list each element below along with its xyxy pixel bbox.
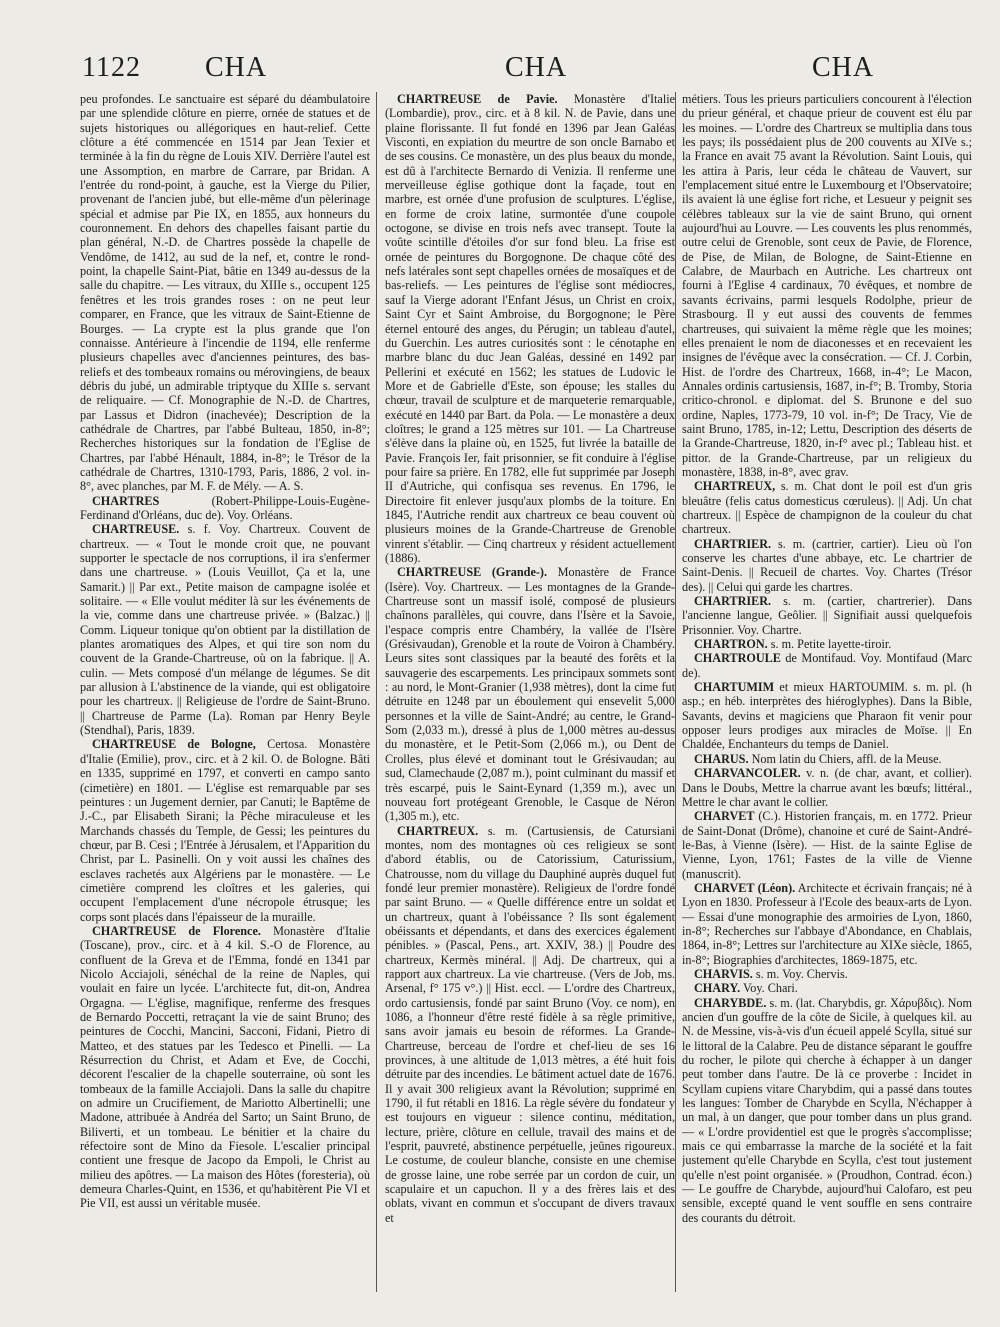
dictionary-entry — [682, 637, 972, 651]
entry-text: v. n. (de char, avant, et collier). Dans le Doubs, Mettre la charrue avant les bœufs; littéral., Mettre le char avant le collier. — [682, 766, 972, 809]
entry-text: s. f. Voy. Chartreux. Couvent de chartreux. — « Tout le monde croit que, ne pouvant supporter le spectacle de nos corruptions, il ira s'enfermer dans une chartreuse. » (Louis Veuillot, Ça et la, une Samarit.) || Par ext., Petite maison de campagne isolée et solitaire. — « Elle voulut méditer là sur les événements de la vie, comme dans une chartreuse privée. » (Balzac.) || Comm. Liqueur tonique qu'on obtient par la distillation de plantes aromatiques des Alpes, et qui tire son nom du couvent de la Grande-Chartreuse, où on la fabrique. || A. culin. — Mets composé d'un mélange de légumes. Se dit par allusion à L'abstinence de la viande, qui est obligatoire pour les chartreux. || Religieuse de l'ordre de Saint-Bruno. || Chartreuse de Parme (La). Roman par Henry Beyle (Stendhal), Paris, 1839. — [80, 522, 370, 738]
entry-headword: CHARVET — [694, 809, 755, 824]
dictionary-entry — [682, 537, 972, 594]
entry-text: Voy. Chari. — [740, 981, 798, 996]
dictionary-entry — [80, 494, 370, 523]
running-head-center: CHA — [505, 52, 568, 83]
entry-headword: CHARTREUSE. — [92, 522, 180, 537]
dictionary-entry — [682, 680, 972, 752]
entry-text: s. m. (cartrier, cartier). Lieu où l'on conserve les chartes d'une abbaye, etc. Le chartrier de Saint-Denis. || Recueil de chartes. Voy. Chartes (Trésor des). || Celui qui garde les chartres. — [682, 536, 972, 594]
entry-text: Nom latin du Chiers, affl. de la Meuse. — [748, 751, 942, 766]
entry-headword: CHARTUMIM — [694, 680, 775, 695]
entry-text: Monastère de France (Isère). Voy. Chartreux. — Les montagnes de la Grande-Chartreuse sont un massif isolé, composé de plusieurs chaînons parallèles, qui couvre, dans l'Isère et la Savoie, l'espace compris entre Chambéry, la vallée de l'Isère (Grésivaudan), Grenoble et la route de Voiron à Chambéry. Leurs sites sont classiques par la beauté des forêts et la sauvagerie des escarpements. Les principaux sommets sont : au nord, le Mont-Granier (1,938 mètres), dont la cime fut détruite en 1248 par un éboulement qui ensevelit 5,000 personnes et la ville de Saint-André; au centre, le Grand-Som (2,033 m.), dressé à plus de 1,000 mètres au-dessus du monastère, et le Petit-Som (2,066 m.), ou Dent de Crolles, plus élevé et dominant tout le Grésivaudan; au sud, Clamechaude (2,087 m.), point culminant du massif et très escarpé, puis le Saint-Eynard (1,359 m.), avec un nouveau fort protégeant Grenoble, le Casque de Néron (1,305 m.), etc. — [385, 565, 675, 824]
entry-headword: CHARTRES — [92, 493, 160, 508]
entry-continuation — [682, 92, 972, 479]
dictionary-entry — [682, 881, 972, 967]
entry-headword: CHARTREUX. — [397, 823, 479, 838]
entry-headword: CHARTRON. — [694, 637, 768, 652]
entry-headword: CHARVIS. — [694, 966, 753, 981]
entry-headword: CHARVANCOLER. — [694, 766, 801, 781]
entry-headword: CHARTREUSE de Pavie. — [397, 92, 558, 106]
entry-headword: CHARTREUX, — [694, 479, 776, 494]
dictionary-entry — [682, 651, 972, 680]
entry-headword: CHARUS. — [694, 751, 749, 766]
column-3 — [682, 92, 972, 1312]
dictionary-entry — [385, 92, 675, 565]
entry-text: Monastère d'Italie (Lombardie), prov., circ. et à 8 kil. N. de Pavie, dans une plaine florissante. Il fut fondé en 1396 par Jean Galéas Visconti, en expiation du meurtre de son oncle Barnabo et de ses cousins. Ce monastère, un des plus beaux du monde, est dû à l'architecte Bernardo di Venizia. Il renferme une merveilleuse église gothique dont la façade, tout en marbre, est ornée d'une profusion de sculptures. L'église, en forme de croix latine, surmontée d'une coupole octogone, se divise en trois nefs avec transept. Toute la voûte scintille d'étoiles d'or sur fond bleu. La frise est ornée de peintures du Borgognone. De chaque côté des nefs latérales sont sept chapelles ornées de mosaïques et de bas-reliefs. — Les peintures de l'église sont médiocres, sauf la Vierge adorant l'Enfant Jésus, un Christ en croix, Saint Cyr et Saint Ambroise, du Borgognone; le Père éternel entouré des anges, du Pérugin; un tableau d'autel, du Guerchin. Les autres curiosités sont : le cénotaphe en marbre blanc du duc Jean Galéas, dessiné en 1492 par Pellerini et exécuté en 1562; les statues de Ludovic le More et de Gabrielle d'Este, son épouse; les stalles du chœur, travail de sculpture et de marqueterie remarquable, exécuté en 1440 par Bart. da Pola. — Le monastère a deux cloîtres; le grand a 125 mètres sur 101. — La Chartreuse s'élève dans la plaine où, en 1525, fut livrée la bataille de Pavie. François Ier, fait prisonnier, se fit conduire à l'église pour faire sa prière. En 1782, elle fut supprimée par Joseph II d'Autriche, qui confisqua ses revenus. En 1796, le Directoire fit enlever jusqu'aux plombs de la toiture. En 1845, l'Autriche rendit aux chartreux ce beau couvent où plusieurs moines de la Grande-Chartreuse de Grenoble vinrent s'établir. — Cinq chartreux y résident actuellement (1886). — [385, 92, 675, 565]
entry-headword: CHARVET (Léon). — [694, 880, 796, 895]
entry-text: de Montifaud. Voy. Montifaud (Marc de). — [682, 651, 972, 680]
entry-headword: CHARTRIER. — [694, 594, 772, 609]
entry-headword: CHARY. — [694, 981, 741, 996]
dictionary-entry — [682, 809, 972, 881]
column-rule-2 — [675, 92, 676, 1292]
dictionary-entry — [682, 967, 972, 981]
dictionary-entry — [80, 522, 370, 737]
entry-text: s. m. (Cartusiensis, de Catursiani montes, nom des montagnes où ces religieux se sont d'abord établis, ou de Catorissium, Caturissium, Chatrousse, nom du village du Dauphiné auprès duquel fut fondé leur premier monastère). Religieux de l'ordre fondé par saint Bruno. — « Quelle différence entre un soldat et un chartreux, quant à l'obéissance ? Ils sont également obéissants et dépendants, et dans des exercices également pénibles. » (Pascal, Pens., art. XXIV, 38.) || Poudre des chartreux, Kermès minéral. || Adj. De chartreux, qui a rapport aux chartreux. La vie chartreuse. (Vers de Job, ms. Arsenal, f° 175 v°.) || Hist. eccl. — L'ordre des Chartreux, ordo cartusiensis, fondé par saint Bruno (Voy. ce nom), en 1086, a l'honneur d'être resté fidèle à sa règle primitive, sans avoir jamais eu besoin de réformes. La Grande-Chartreuse, berceau de l'ordre et chef-lieu de ses 16 provinces, à une altitude de 1,013 mètres, a été huit fois détruite par des incendies. Le bâtiment actuel date de 1676. Il y avait 300 religieux avant la Révolution; supprimé en 1790, il fut rétabli en 1816. La règle sévère du fondateur y est toujours en vigueur : silence continu, méditation, lecture, prière, clôture en cellule, travail des mains et de l'esprit, pauvreté, abstinence perpétuelle, jeûnes rigoureux. Le costume, de couleur blanche, consiste en une chemise de grosse laine, une robe serrée par un cordon de cuir, un scapulaire et un capuchon. Il y a des frères lais et des oblats, vivant en commun et s'occupant de divers travaux et — [385, 823, 675, 1225]
dictionary-entry — [682, 766, 972, 809]
dictionary-entry — [385, 565, 675, 823]
entry-text: s. m. Chat dont le poil est d'un gris bleuâtre (felis catus domesticus cœruleus). || Adj. Un chat chartreux. || Espèce de champignon de la couleur du chat chartreux. — [682, 479, 972, 537]
entry-continuation — [80, 92, 370, 494]
entry-headword: CHARTREUSE (Grande-). — [397, 565, 548, 580]
entry-text: Monastère d'Italie (Toscane), prov., circ. et à 4 kil. S.-O de Florence, au confluent de la Greva et de l'Emma, fondé en 1341 par Nicolo Acciajoli, sénéchal de la reine de Naples, qui voulait en faire un lycée. L'architecte fut, dit-on, Andrea Orgagna. — L'église, magnifique, renferme des fresques de Bernardo Poccetti, retraçant la vie de saint Bruno; des peintures de Cocchi, Mancini, Sacconi, Fidani, Pietro di Matteo, et des statues par les Tedesco et Pinelli. — La Résurrection du Christ, et Adam et Eve, de Cocchi, décorent l'escalier de la chapelle souterraine, où sont les tombeaux de la famille Acciajoli. Dans la salle du chapitre on admire un Crucifiement, de Mariotto Albertinelli; une Madone, attribuée à Andréa del Sarto; un Saint Bruno, de Biliverti, et un tombeau. Le bénitier et la chaire du réfectoire sont de Mino da Fiesole. L'escalier principal contient une fresque de Jacopo da Empoli, le Christ au milieu des apôtres. — La maison des Hôtes (foresteria), où demeura Charles-Quint, en 1536, et qu'habitèrent Pie VI et Pie VII, est aussi un véritable musée. — [80, 923, 370, 1211]
dictionary-entry — [682, 752, 972, 766]
running-head-right: CHA — [812, 52, 875, 83]
entry-text: s. m. (cartier, chartrerier). Dans l'ancienne langue, Geôlier. || Signifiait aussi quelquefois Prisonnier. Voy. Chartre. — [682, 594, 972, 637]
entry-text: métiers. Tous les prieurs particuliers concourent à l'élection du prieur général, et chaque prieur de couvent est élu par les moines. — L'ordre des Chartreux se multiplia dans tous les pays; ils possédaient plus de 200 couvents au XIVe s.; la France en avait 75 avant la Révolution. Saint Louis, qui les attira à Paris, leur céda le château de Vauvert, sur l'emplacement situé entre le Luxembourg et l'Observatoire; ils avaient là une église fort riche, et Lesueur y peignit ses célèbres tableaux sur la vie de saint Bruno, qui ornent aujourd'hui au Louvre. — Les couvents les plus renommés, outre celui de Grenoble, sont ceux de Pavie, de Florence, de Pise, de Milan, de Bologne, de Saint-Etienne en Calabre, de Maurbach en Autriche. Les chartreux ont fourni à l'Eglise 4 cardinaux, 70 évêques, et nombre de savants écrivains, parmi lesquels Rodolphe, prieur de Strasbourg. Il y eut aussi des couvents de femmes chartreuses, qui suivaient la même règle que les moines; elles prenaient le nom de diaconesses et en recevaient les insignes de l'évêque avec la consécration. — Cf. J. Corbin, Hist. de l'ordre des Chartreux, 1668, in-4°; Le Macon, Annales ordinis cartusiensis, 1687, in-f°; B. Tromby, Storia critico-chronol. e diplomat. del S. Brunone e del suo ordine, Naples, 1773-79, 10 vol. in-f°; De Tracy, Vie de saint Bruno, 1785, in-12; Lettu, Description des déserts de la Grande-Chartreuse, 1820, in-f° avec pl.; Tableau hist. et pittor. de la Grande-Chartreuse, par un religieux du monastère, 1838, in-8°, avec grav. — [682, 92, 972, 479]
column-1 — [80, 92, 370, 1312]
entry-headword: CHARYBDE. — [694, 995, 767, 1010]
entry-text: s. m. (lat. Charybdis, gr. Χάρυβδις). Nom ancien d'un gouffre de la côte de Sicile, à quelques kil. au N. de Messine, vis-à-vis d'un écueil appelé Scylla, situé sur le littoral de la Calabre. Peu de distance séparant le gouffre du rocher, le pilote qui cherche à échapper à un danger peut tomber dans l'autre. De là ce proverbe : Incidet in Scyllam cupiens vitare Charybdim, qui a passé dans toutes les langues: Tomber de Charybde en Scylla, N'échapper à un mal, à un danger, que pour tomber dans un plus grand. — « L'ordre providentiel est que le progrès s'accomplisse; mais ce qui embarrasse la marche de la société et la fait justement qu'elle Charybde en Scylla, c'est tout justement qu'elle n'est point organisée. » (Proudhon, Contrad. écon.) — Le gouffre de Charybde, aujourd'hui Calofaro, est peu sensible, excepté quand le vent souffle en sens contraire des courants du détroit. — [682, 995, 972, 1225]
entry-text: s. m. Voy. Chervis. — [752, 966, 848, 981]
dictionary-entry — [682, 981, 972, 995]
entry-text: s. m. Petite layette-tiroir. — [767, 637, 892, 652]
entry-text: et mieux HARTOUMIM. s. m. pl. (h asp.; en héb. interprètes des hiéroglyphes). Dans la Bible, Savants, devins et magiciens que Pharaon fit venir pour opposer leurs prodiges aux miracles de Moïse. || En Chaldée, Enchanteurs du temps de Daniel. — [682, 680, 972, 752]
entry-text: Certosa. Monastère d'Italie (Emilie), prov., circ. et à 2 kil. O. de Bologne. Bâti en 1335, supprimé en 1797, et converti en campo santo (cimetière) en 1801. — L'église est remarquable par ses peintures : un Jugement dernier, par Canuti; le Baptême de J.-C., par Elisabeth Sirani; la Pêche miraculeuse et les Marchands chassés du Temple, de Gessi; les peintures du chœur, par B. Cesi ; l'Entrée à Jérusalem, et l'Apparition du Christ, par L. Pasinelli. On y voit aussi les chaînes des esclaves rachetés aux Algériens par le monastère. — Le cimetière comprend les cloîtres et les galeries, qui occupent l'emplacement d'une nécropole étrusque; les corps sont placés dans l'épaisseur de la muraille. — [80, 737, 370, 924]
column-2 — [385, 92, 675, 1312]
dictionary-entry — [80, 737, 370, 923]
dictionary-entry — [80, 924, 370, 1211]
column-rule-1 — [376, 92, 377, 1292]
dictionary-entry — [385, 824, 675, 1226]
entry-headword: CHARTRIER. — [694, 536, 772, 551]
entry-headword: CHARTROULE — [694, 651, 781, 666]
entry-headword: CHARTREUSE de Florence. — [92, 923, 261, 938]
dictionary-entry — [682, 594, 972, 637]
entry-text: Architecte et écrivain français; né à Lyon en 1830. Professeur à l'Ecole des beaux-arts de Lyon. — Essai d'une monographie des armoiries de Lyon, 1860, in-8°; Recherches sur l'abbaye d'Abondance, en Chablais, 1864, in-8°; Lettres sur l'architecture au XIXe siècle, 1865, in-8°; Biographies d'architectes, 1869-1875, etc. — [682, 880, 972, 967]
entry-text: (Robert-Philippe-Louis-Eugène-Ferdinand d'Orléans, duc de). Voy. Orléans. — [80, 493, 370, 522]
dictionary-entry — [682, 479, 972, 536]
running-head-left: CHA — [205, 52, 268, 83]
entry-text: (C.). Historien français, m. en 1772. Prieur de Saint-Donat (Drôme), chanoine et curé de Saint-André-le-Bas, à Vienne (Isère). — Hist. de la sainte Eglise de Vienne, Lyon, 1761; Fastes de la ville de Vienne (manuscrit). — [682, 809, 972, 881]
page-number: 1122 — [82, 52, 141, 83]
entry-headword: CHARTREUSE de Bologne, — [92, 737, 256, 752]
dictionary-entry — [682, 996, 972, 1226]
entry-text: peu profondes. Le sanctuaire est séparé du déambulatoire par une splendide clôture en pierre, ornée de statues et de sujets historiques ou allégoriques en haut-relief. Cette clôture a été commencée en 1514 par Jean Texier et terminée à la fin du règne de Louis XIV. Derrière l'autel est une Assomption, en marbre de Carrare, par Bridan. A l'entrée du rond-point, à gauche, est la Vierge du Pilier, provenant de l'ancien jubé, but elle-même d'un pèlerinage spécial et admise par Pie IX, en 1855, aux honneurs du couronnement. En dehors des chapelles faisant partie du plan général, N.-D. de Chartres possède la chapelle de Vendôme, de 1412, au sud de la nef, et, contre le rond-point, la chapelle Saint-Piat, bâtie en 1349 au-dessus de la salle du chapitre. — Les vitraux, du XIIIe s., occupent 125 fenêtres et les trois grandes roses : on ne peut leur comparer, en France, que les vitraux de Saint-Etienne de Bourges. — La crypte est la plus grande que l'on connaisse. Antérieure à l'incendie de 1194, elle renferme plusieurs chapelles avec d'anciennes peintures, des bas-reliefs et des tombeaux romains ou mérovingiens, de beaux débris du jubé, un admirable triptyque du XIIIe s. servant de reliquaire. — Cf. Monographie de N.-D. de Chartres, par Lassus et Didron (inachevée); Description de la cathédrale de Chartres, par l'abbé Bulteau, 1850, in-8°; Recherches historiques sur la fondation de l'Eglise de Chartres, par l'abbé Hénault, 1884, in-8°; le Trésor de la cathédrale de Chartres, 1310-1793, Paris, 1886, 2 vol. in-8°, avec planches, par M. F. de Mély. — A. S. — [80, 92, 370, 494]
